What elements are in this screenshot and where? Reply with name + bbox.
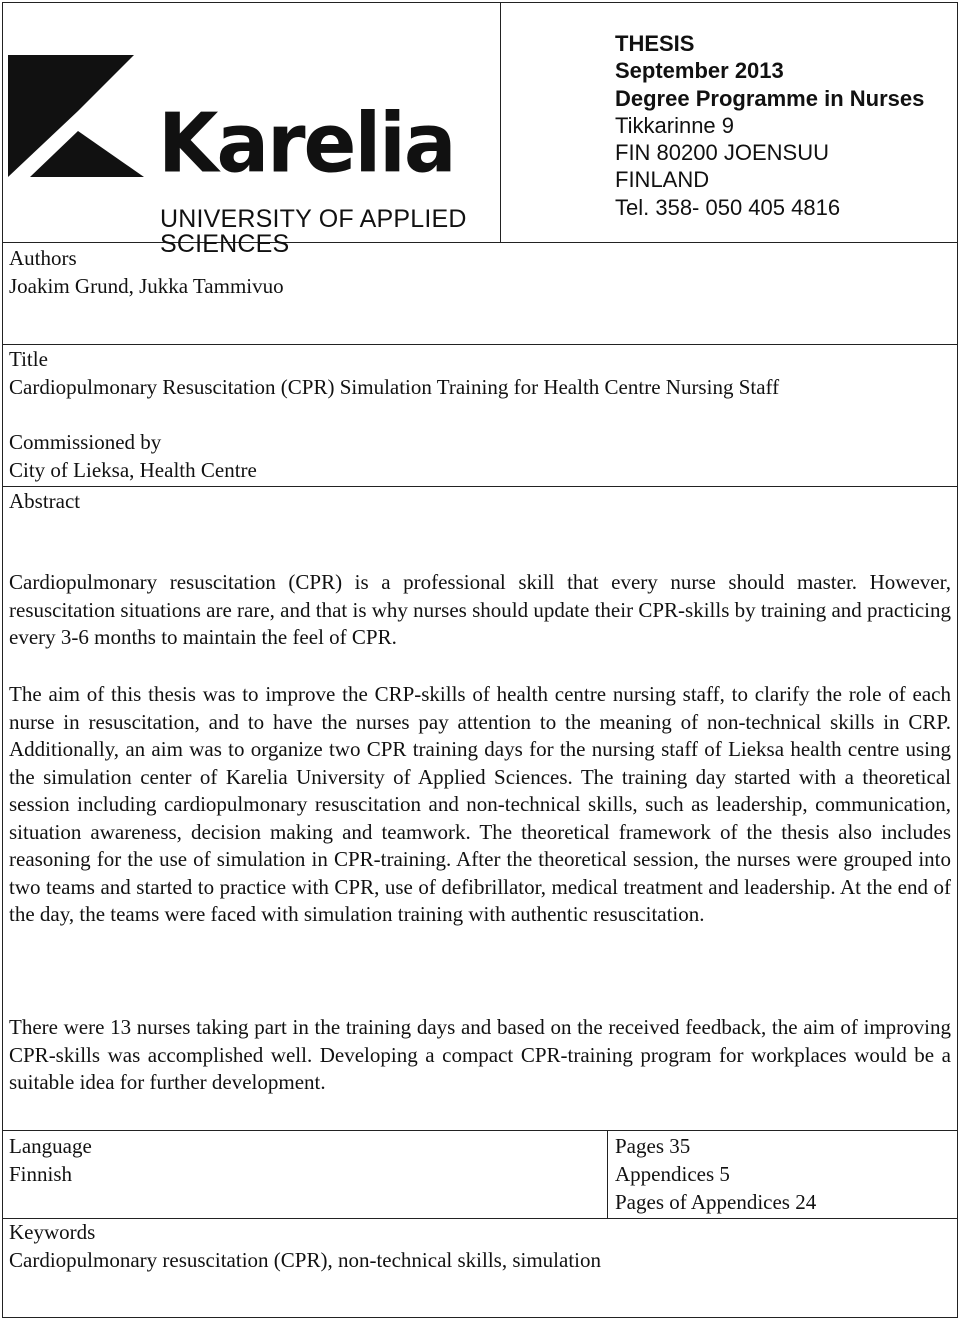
- abstract-paragraph-3: There were 13 nurses taking part in the training days and based on the received feedback, the aim of improving CPR-skills was accomplished well. Developing a compact CPR-training program for workplaces would be a suitable idea for further development.: [9, 1015, 951, 1094]
- keywords-value: Cardiopulmonary resuscitation (CPR), non-technical skills, simulation: [9, 1248, 601, 1272]
- authors-value: Joakim Grund, Jukka Tammivuo: [9, 274, 284, 298]
- title-label: Title: [9, 347, 48, 371]
- pages-count: Pages 35: [615, 1134, 691, 1158]
- address-street: Tikkarinne 9: [615, 112, 735, 138]
- thesis-date: September 2013: [615, 58, 784, 84]
- address-postal: FIN 80200 JOENSUU: [615, 140, 829, 166]
- commissioned-value: City of Lieksa, Health Centre: [9, 458, 257, 482]
- appendices-count: Appendices 5: [615, 1162, 730, 1186]
- logo-wordmark: Karelia: [158, 96, 455, 192]
- authors-bottom-rule: [2, 344, 958, 345]
- header-divider: [500, 2, 501, 242]
- abstract-label: Abstract: [9, 489, 81, 513]
- language-bottom-rule: [2, 1218, 958, 1219]
- logo-subtitle: UNIVERSITY OF APPLIED SCIENCES: [160, 205, 467, 258]
- karelia-k-mark-icon: [8, 55, 148, 180]
- title-value: Cardiopulmonary Resuscitation (CPR) Simulation Training for Health Centre Nursing Staff: [9, 375, 780, 399]
- commissioned-label: Commissioned by: [9, 430, 162, 454]
- language-pages-divider: [607, 1130, 608, 1218]
- language-label: Language: [9, 1134, 92, 1158]
- language-value: Finnish: [9, 1162, 73, 1186]
- address-country: FINLAND: [615, 167, 710, 193]
- authors-label: Authors: [9, 246, 77, 270]
- phone-number: Tel. 358- 050 405 4816: [615, 194, 841, 220]
- pages-of-appendices: Pages of Appendices 24: [615, 1190, 817, 1214]
- thesis-heading: THESIS: [615, 31, 695, 56]
- abstract-bottom-rule: [2, 1130, 958, 1131]
- keywords-label: Keywords: [9, 1220, 96, 1244]
- abstract-paragraph-1: Cardiopulmonary resuscitation (CPR) is a professional skill that every nurse should master. However, resuscitation situations are rare, and that is why nurses should update their CPR-skills by training and practicing every 3-6 months to maintain the feel of CPR.: [9, 570, 951, 649]
- thesis-info: [615, 30, 924, 221]
- commissioned-bottom-rule: [2, 486, 958, 487]
- degree-programme: Degree Programme in Nurses: [615, 85, 925, 111]
- abstract-paragraph-2: The aim of this thesis was to improve the CRP-skills of health centre nursing staff, to clarify the role of each nurse in resuscitation, and to have the nurses pay attention to the meaning of non-technical skills in CRP. Additionally, an aim was to organize two CPR training days for the nursing staff of Lieksa health centre using the simulation center of Karelia University of Applied Sciences. The training day started with a theoretical session including cardiopulmonary resuscitation and non-technical skills, such as leadership, communication, situation awareness, decision making and teamwork. The theoretical framework of the thesis also includes reasoning for the use of simulation in CPR-training. After the theoretical session, the nurses were grouped into two teams and started to practice with CPR, use of defibrillator, medical treatment and leadership. At the end of the day, the teams were faced with simulation training with authentic resuscitation.: [9, 682, 951, 926]
